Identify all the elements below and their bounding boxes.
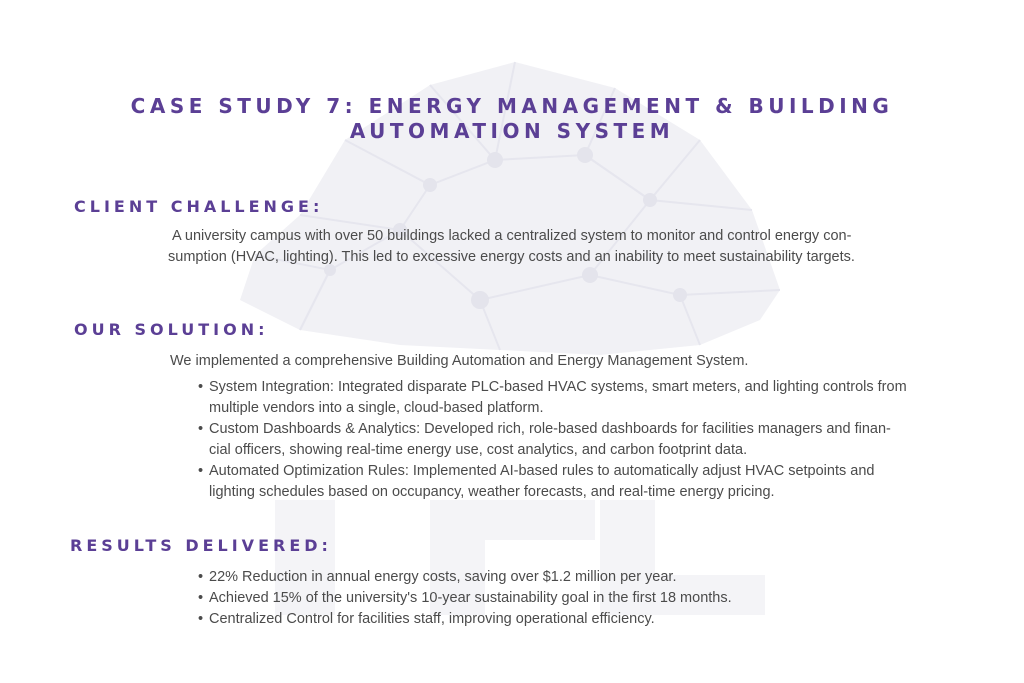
results-bullet-text: Achieved 15% of the university's 10-year sustainability goal in the first 18 months. xyxy=(209,590,732,606)
solution-bullet-line-2: cial officers, showing real-time energy use, cost analytics, and carbon footprint data. xyxy=(209,442,748,458)
solution-bullet-system-integration xyxy=(198,377,958,419)
bullet-dot-icon: • xyxy=(198,590,204,606)
bullet-dot-icon: • xyxy=(198,421,204,437)
solution-bullet-line-1: System Integration: Integrated disparate PLC-based HVAC systems, smart meters, and lighting controls from xyxy=(209,379,907,395)
client-challenge-heading: CLIENT CHALLENGE: xyxy=(74,197,324,216)
solution-bullet-line-1: Custom Dashboards & Analytics: Developed rich, role-based dashboards for facilities managers and finan- xyxy=(209,421,891,437)
solution-bullet-line-2: lighting schedules based on occupancy, weather forecasts, and real-time energy pricing. xyxy=(209,484,775,500)
client-challenge-text-line-2: sumption (HVAC, lighting). This led to excessive energy costs and an inability to meet sustainability targets. xyxy=(168,249,855,265)
results-delivered-heading: RESULTS DELIVERED: xyxy=(70,536,332,555)
results-bullet-centralized-control xyxy=(198,609,958,630)
client-challenge-text xyxy=(168,226,928,268)
page-title xyxy=(120,94,904,144)
results-bullet-text: Centralized Control for facilities staff, improving operational efficiency. xyxy=(209,611,655,627)
solution-bullet-line-2: multiple vendors into a single, cloud-based platform. xyxy=(209,400,544,416)
page-title-line-2: AUTOMATION SYSTEM xyxy=(349,119,675,143)
bullet-dot-icon: • xyxy=(198,569,204,585)
bullet-dot-icon: • xyxy=(198,379,204,395)
solution-bullet-custom-dashboards xyxy=(198,419,958,461)
bullet-dot-icon: • xyxy=(198,463,204,479)
solution-bullet-automated-optimization xyxy=(198,461,958,503)
results-bullet-energy-cost-reduction xyxy=(198,567,958,588)
solution-bullet-line-1: Automated Optimization Rules: Implemented AI-based rules to automatically adjust HVAC setpoints and xyxy=(209,463,875,479)
solution-bullet-list xyxy=(198,377,958,503)
bullet-dot-icon: • xyxy=(198,611,204,627)
our-solution-heading: OUR SOLUTION: xyxy=(74,320,269,339)
page-title-line-1: CASE STUDY 7: ENERGY MANAGEMENT & BUILDING xyxy=(130,94,894,118)
results-bullet-text: 22% Reduction in annual energy costs, saving over $1.2 million per year. xyxy=(209,569,677,585)
results-bullet-list xyxy=(198,567,958,630)
client-challenge-text-line-1: A university campus with over 50 buildings lacked a centralized system to monitor and control energy con- xyxy=(172,228,852,244)
our-solution-intro: We implemented a comprehensive Building Automation and Energy Management System. xyxy=(170,353,749,369)
results-bullet-sustainability-goal xyxy=(198,588,958,609)
